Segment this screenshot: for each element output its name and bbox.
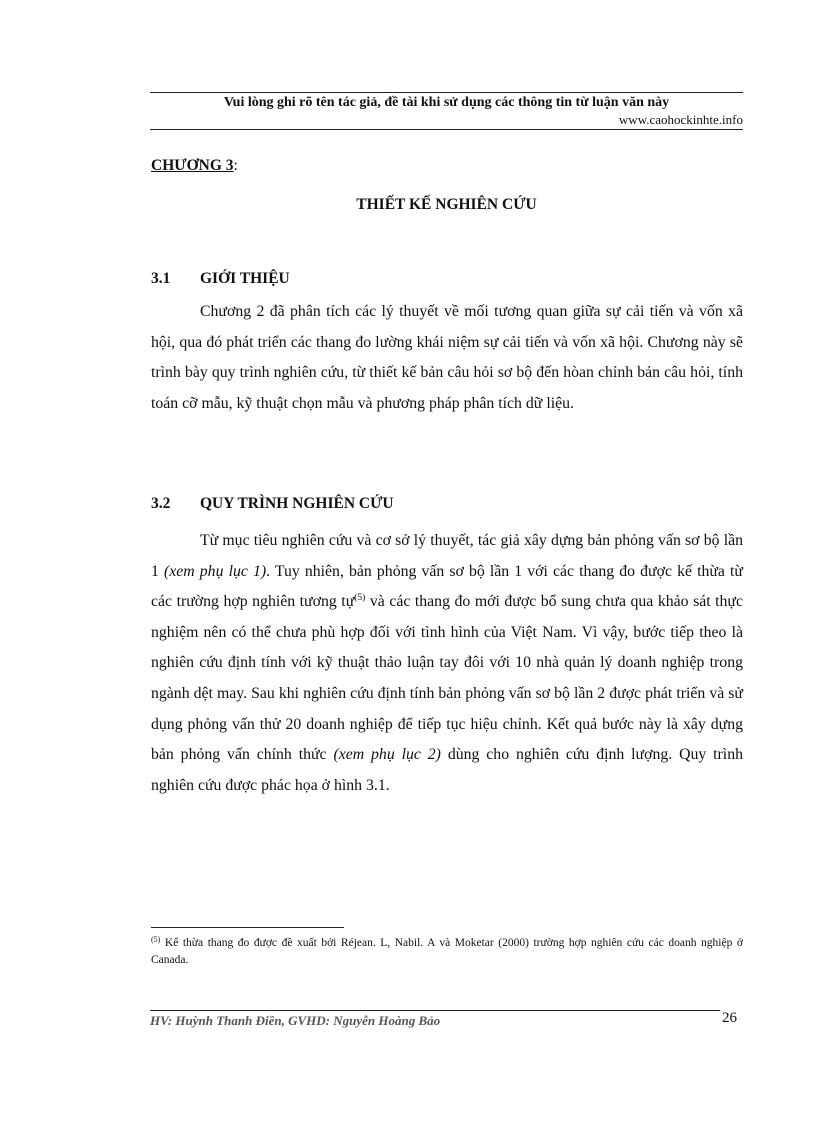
page-header: [150, 92, 743, 130]
footnote-separator: [151, 927, 344, 928]
section-title: QUY TRÌNH NGHIÊN CỨU: [200, 495, 394, 512]
chapter-label-colon: :: [233, 157, 238, 174]
footer-author: HV: Huỳnh Thanh Điền, GVHD: Nguyễn Hoàng Bảo: [150, 1013, 441, 1028]
footnote-reference-mark[interactable]: (5): [354, 593, 366, 604]
paragraph-text: . Tuy nhiên, bản phỏng vấn sơ bộ lần 1 với các thang đo được kế thừa từ các trường hợp nghiên tương tự: [151, 562, 743, 611]
section-heading-3-2: [151, 495, 394, 513]
footnote: [151, 935, 743, 969]
chapter-title: THIẾT KẾ NGHIÊN CỨU: [356, 196, 537, 213]
paragraph-text: và các thang đo mới được bổ sung chưa qua khảo sát thực nghiệm nên có thể chưa phù hợp đối với tình hình của Việt Nam. Vì vậy, bước tiếp theo là nghiên cứu định tính với kỹ thuật thảo luận tay đôi với 10 nhà quản lý doanh nghiệp trong ngành dệt may. Sau khi nghiên cứu định tính bản phỏng vấn sơ bộ lần 2 được phát triển và sử dụng phỏng vấn thử 20 doanh nghiệp để tiếp tục hiệu chỉnh. Kết quả bước này là xây dựng bản phỏng vấn chính thức: [151, 593, 744, 764]
paragraph-text: Từ mục tiêu nghiên cứu và cơ sở lý thuyết, tác giả xây dựng bản phỏng vấn sơ bộ lần 1: [151, 532, 743, 580]
page-number: 26: [722, 1010, 737, 1026]
footnote-mark: (5): [151, 935, 161, 944]
paragraph-text: dùng cho nghiên cứu định lượng. Quy trình nghiên cứu được phác họa ở hình 3.1.: [151, 746, 743, 794]
footnote-text: Kế thừa thang đo được đề xuất bởi Réjean. L, Nabil. A và Moketar (2000) trường hợp nghiên cứu các doanh nghiệp ở Canada.: [151, 937, 743, 966]
appendix-2-reference: (xem phụ lục 2): [333, 746, 441, 764]
chapter-number: CHƯƠNG 3: [151, 157, 234, 174]
section-title: GIỚI THIỆU: [200, 270, 290, 287]
section-3-1-paragraph: Chương 2 đã phân tích các lý thuyết về mối tương quan giữa sự cải tiến và vốn xã hội, qua đó phát triển các thang đo lường khái niệm sự cải tiến và vốn xã hội. Chương này sẽ trình bày quy trình nghiên cứu, từ thiết kế bản câu hỏi sơ bộ đến hòan chỉnh bản câu hỏi, tính toán cỡ mẫu, kỹ thuật chọn mẫu và phương pháp phân tích dữ liệu.: [151, 303, 743, 412]
header-bottom-rule: [150, 129, 743, 130]
header-website-link[interactable]: www.caohockinhte.info: [618, 112, 743, 127]
section-number: 3.2: [151, 495, 171, 512]
footer-rule: [150, 1010, 720, 1011]
section-number: 3.1: [151, 270, 171, 287]
section-3-2-paragraph: [151, 526, 743, 801]
header-notice: Vui lòng ghi rõ tên tác giả, đề tài khi sử dụng các thông tin từ luận văn này: [223, 95, 670, 110]
section-heading-3-1: [151, 270, 290, 288]
chapter-label: [151, 157, 238, 175]
appendix-1-reference: (xem phụ lục 1): [164, 562, 267, 580]
